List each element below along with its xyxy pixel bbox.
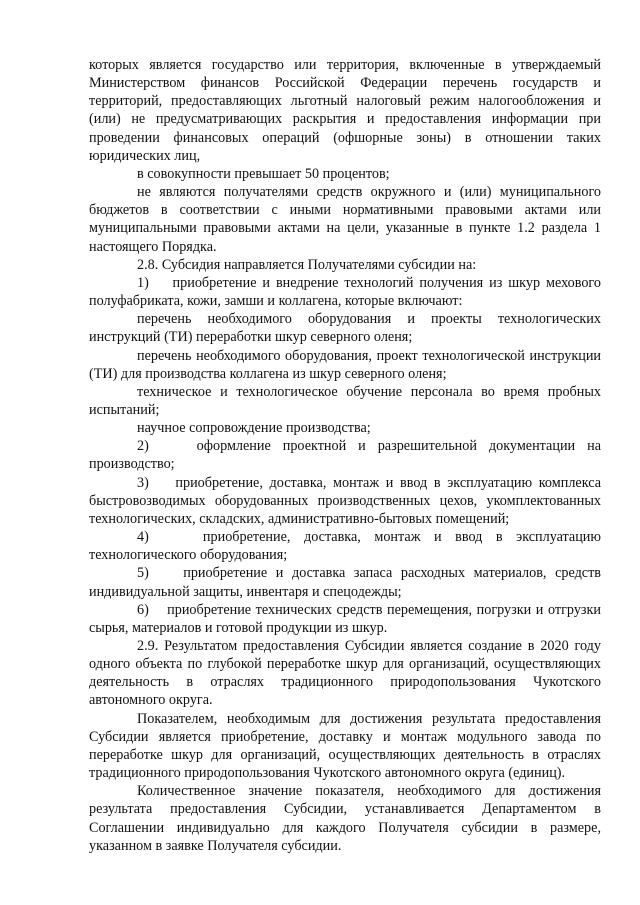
section-2-8-heading: 2.8. Субсидия направляется Получателями субсидии на:: [137, 256, 477, 273]
sub-item-equipment-list: перечень необходимого оборудования и проекты технологических инструкций (ТИ) переработки шкур северного оленя;: [89, 311, 601, 346]
list-item-3: 3) приобретение, доставка, монтаж и ввод в эксплуатацию комплекса быстровозводимых оборудованных производственных цехов, укомплектованных технологических, складских, административно-бытовых помещений;: [89, 474, 601, 527]
list-item-1: 1) приобретение и внедрение технологий получения из шкур мехового полуфабриката, кожи, замши и коллагена, которые включают:: [89, 274, 601, 310]
paragraph-indicator: Показателем, необходимым для достижения результата предоставления Субсидии является приобретение, доставку и монтаж модульного завода по переработке шкур для организаций, осуществляющих деятельность в отраслях традиционного природопользования Чукотского автономного округа (единиц).: [89, 710, 601, 782]
list-item-5: 5) приобретение и доставка запаса расходных материалов, средств индивидуальной защиты, инвентаря и спецодежды;: [89, 565, 601, 600]
section-2-9-result: 2.9. Результатом предоставления Субсидии является создание в 2020 году одного объекта по глубокой переработке шкур для организаций, осуществляющих деятельность в отраслях традиционного природопользования Чукотского автономного округа.: [89, 638, 601, 709]
list-item-6: 6) приобретение технических средств перемещения, погрузки и отгрузки сырья, материалов и готовой продукции из шкур.: [89, 601, 601, 636]
sub-item-staff-training: техническое и технологическое обучение персонала во время пробных испытаний;: [89, 383, 601, 418]
paragraph-not-budget-recipients: не являются получателями средств окружного и (или) муниципального бюджетов в соответствии с иными нормативными правовыми актами или муниципальными правовыми актами на цели, указанные в пункте 1.2 раздела 1 настоящего Порядка.: [89, 184, 601, 255]
sub-item-scientific-support: научное сопровождение производства;: [137, 420, 371, 437]
list-item-2: 2) оформление проектной и разрешительной документации на производство;: [89, 438, 601, 473]
paragraph-offshore-criteria: которых является государство или территория, включенные в утверждаемый Министерством финансов Российской Федерации перечень государств и территорий, предоставляющих льготный налоговый режим налогообложения и (или) не предусматривающих раскрытия и предоставления информации при проведении финансовых операций (офшорные зоны) в отношении таких юридических лиц,: [89, 57, 601, 164]
paragraph-indicator-value: Количественное значение показателя, необходимого для достижения результата предоставления Субсидии, устанавливается Департаментом в Соглашении индивидуально для каждого Получателя субсидии в размере, указанном в заявке Получателя субсидии.: [89, 783, 601, 854]
document-page: [89, 56, 601, 855]
sub-item-collagen-instruction: перечень необходимого оборудования, проект технологической инструкции (ТИ) для производства коллагена из шкур северного оленя;: [89, 347, 601, 382]
list-item-4: 4) приобретение, доставка, монтаж и ввод в эксплуатацию технологического оборудования;: [89, 529, 601, 564]
paragraph-share-threshold: в совокупности превышает 50 процентов;: [137, 165, 390, 182]
